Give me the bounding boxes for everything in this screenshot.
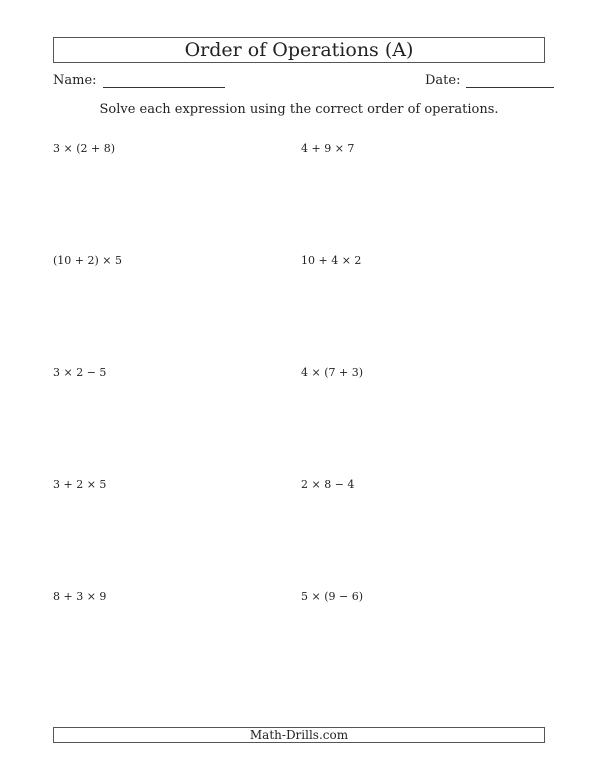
footer xyxy=(53,727,545,743)
date-field xyxy=(425,73,554,88)
worksheet-title xyxy=(53,37,545,63)
date-label: Date: xyxy=(425,73,461,88)
problem-left-4: 3 + 2 × 5 xyxy=(53,478,107,491)
problem-left-1: 3 × (2 + 8) xyxy=(53,142,115,155)
problem-left-2: (10 + 2) × 5 xyxy=(53,254,122,267)
problem-right-2: 10 + 4 × 2 xyxy=(301,254,362,267)
name-blank-line xyxy=(103,73,225,88)
footer-text: Math-Drills.com xyxy=(249,728,349,742)
problem-right-3: 4 × (7 + 3) xyxy=(301,366,363,379)
problem-right-1: 4 + 9 × 7 xyxy=(301,142,355,155)
worksheet-title-text: Order of Operations (A) xyxy=(184,39,414,61)
problem-left-5: 8 + 3 × 9 xyxy=(53,590,107,603)
instructions: Solve each expression using the correct order of operations. xyxy=(99,102,499,117)
name-label: Name: xyxy=(53,73,97,88)
problem-right-5: 5 × (9 − 6) xyxy=(301,590,363,603)
problem-right-4: 2 × 8 − 4 xyxy=(301,478,355,491)
name-field xyxy=(53,73,225,88)
problem-left-3: 3 × 2 − 5 xyxy=(53,366,107,379)
date-blank-line xyxy=(466,73,554,88)
